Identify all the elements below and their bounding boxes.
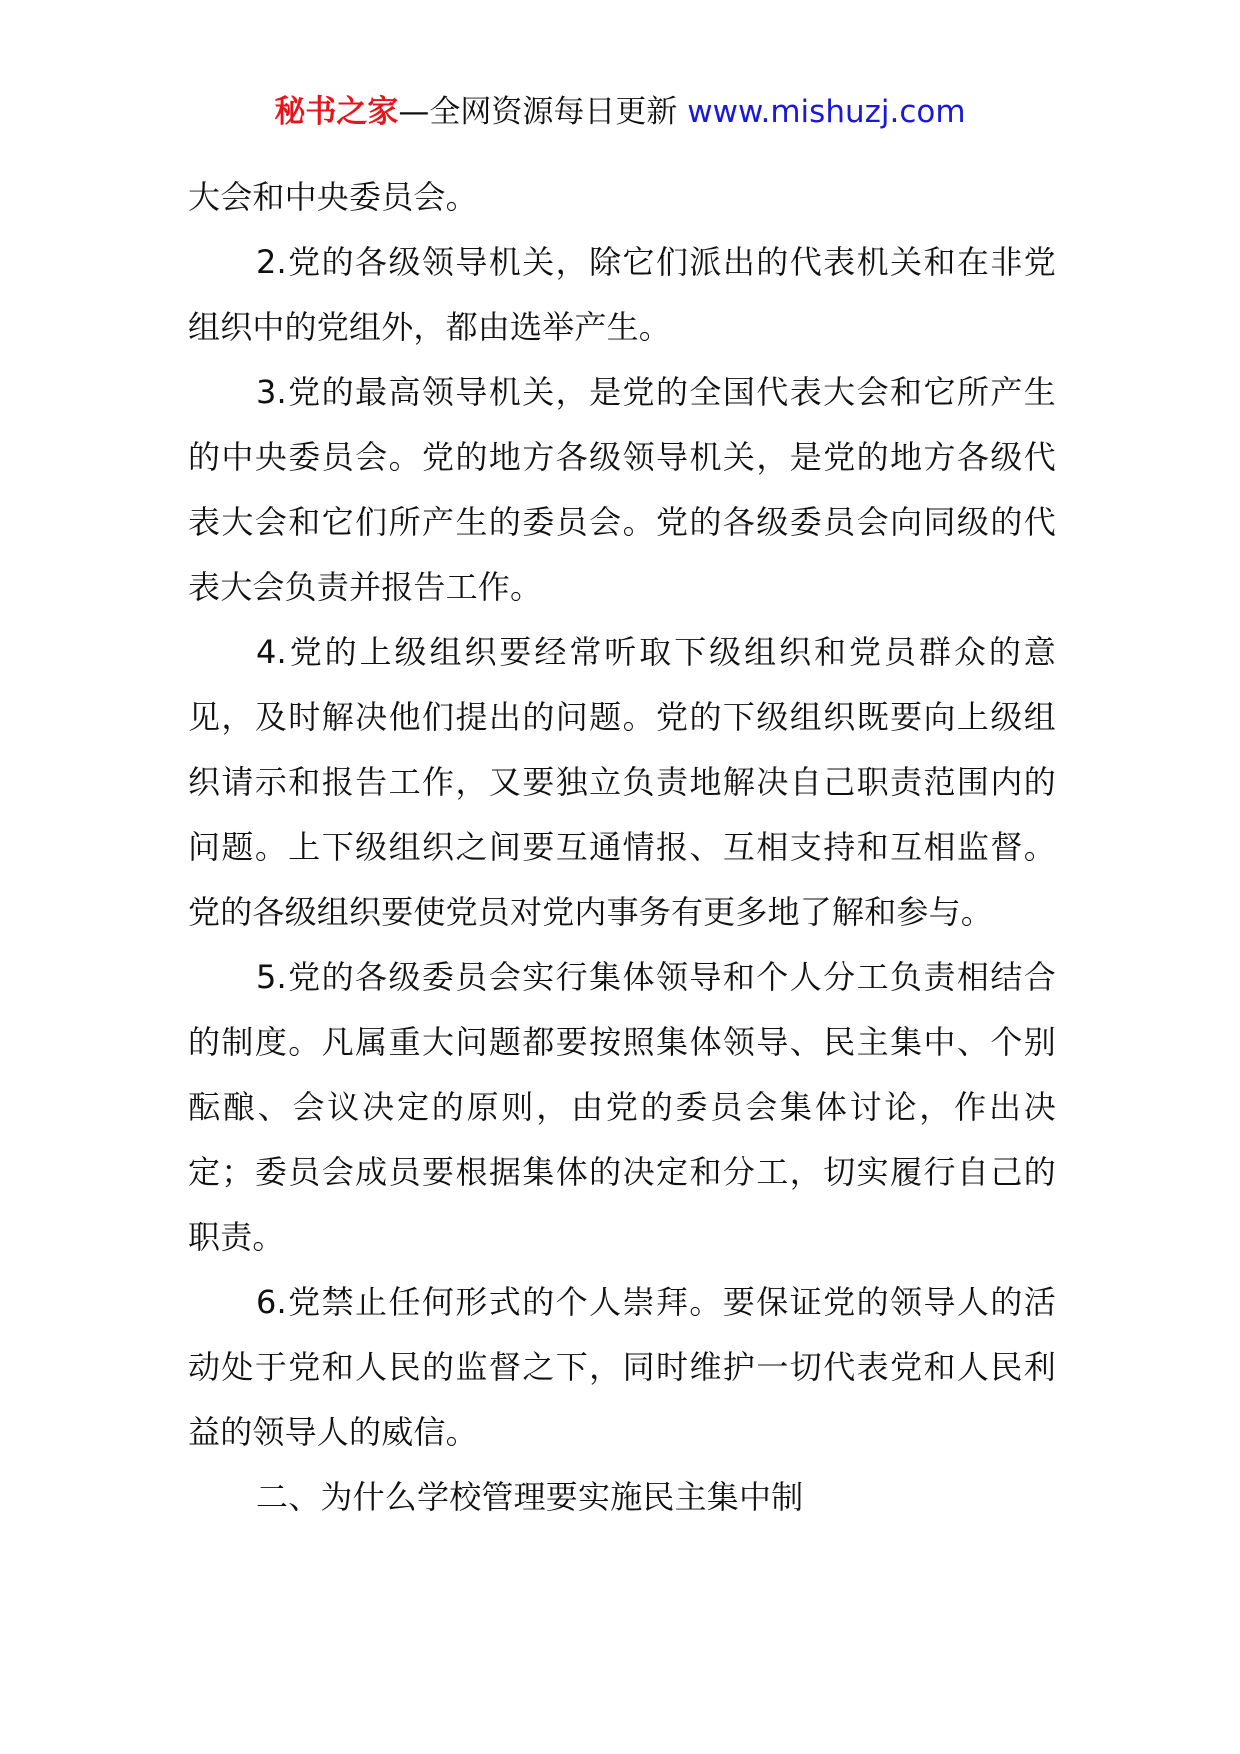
paragraph-item-4: 4.党的上级组织要经常听取下级组织和党员群众的意见，及时解决他们提出的问题。党的下级组织既要向上级组织请示和报告工作，又要独立负责地解决自己职责范围内的问题。上下级组织之间要互通情报、互相支持和互相监督。党的各级组织要使党员对党内事务有更多地了解和参与。 xyxy=(188,633,1056,931)
paragraph-item-2: 2.党的各级领导机关，除它们派出的代表机关和在非党组织中的党组外，都由选举产生。 xyxy=(188,243,1056,346)
paragraph-continuation: 大会和中央委员会。 xyxy=(188,178,478,216)
section-heading: 二、为什么学校管理要实施民主集中制 xyxy=(256,1478,804,1516)
paragraph-item-3: 3.党的最高领导机关，是党的全国代表大会和它所产生的中央委员会。党的地方各级领导机关，是党的地方各级代表大会和它们所产生的委员会。党的各级委员会向同级的代表大会负责并报告工作。 xyxy=(188,373,1056,606)
website-link[interactable]: www.mishuzj.com xyxy=(687,94,966,130)
paragraph-item-5: 5.党的各级委员会实行集体领导和个人分工负责相结合的制度。凡属重大问题都要按照集体领导、民主集中、个别酝酿、会议决定的原则，由党的委员会集体讨论，作出决定；委员会成员要根据集体的决定和分工，切实履行自己的职责。 xyxy=(188,958,1056,1256)
header-tagline: —全网资源每日更新 xyxy=(398,94,678,130)
document-body xyxy=(188,165,1056,1530)
page-header xyxy=(0,92,1240,132)
paragraph-item-6: 6.党禁止任何形式的个人崇拜。要保证党的领导人的活动处于党和人民的监督之下，同时维护一切代表党和人民利益的领导人的威信。 xyxy=(188,1283,1056,1451)
brand-name: 秘书之家 xyxy=(274,94,399,130)
